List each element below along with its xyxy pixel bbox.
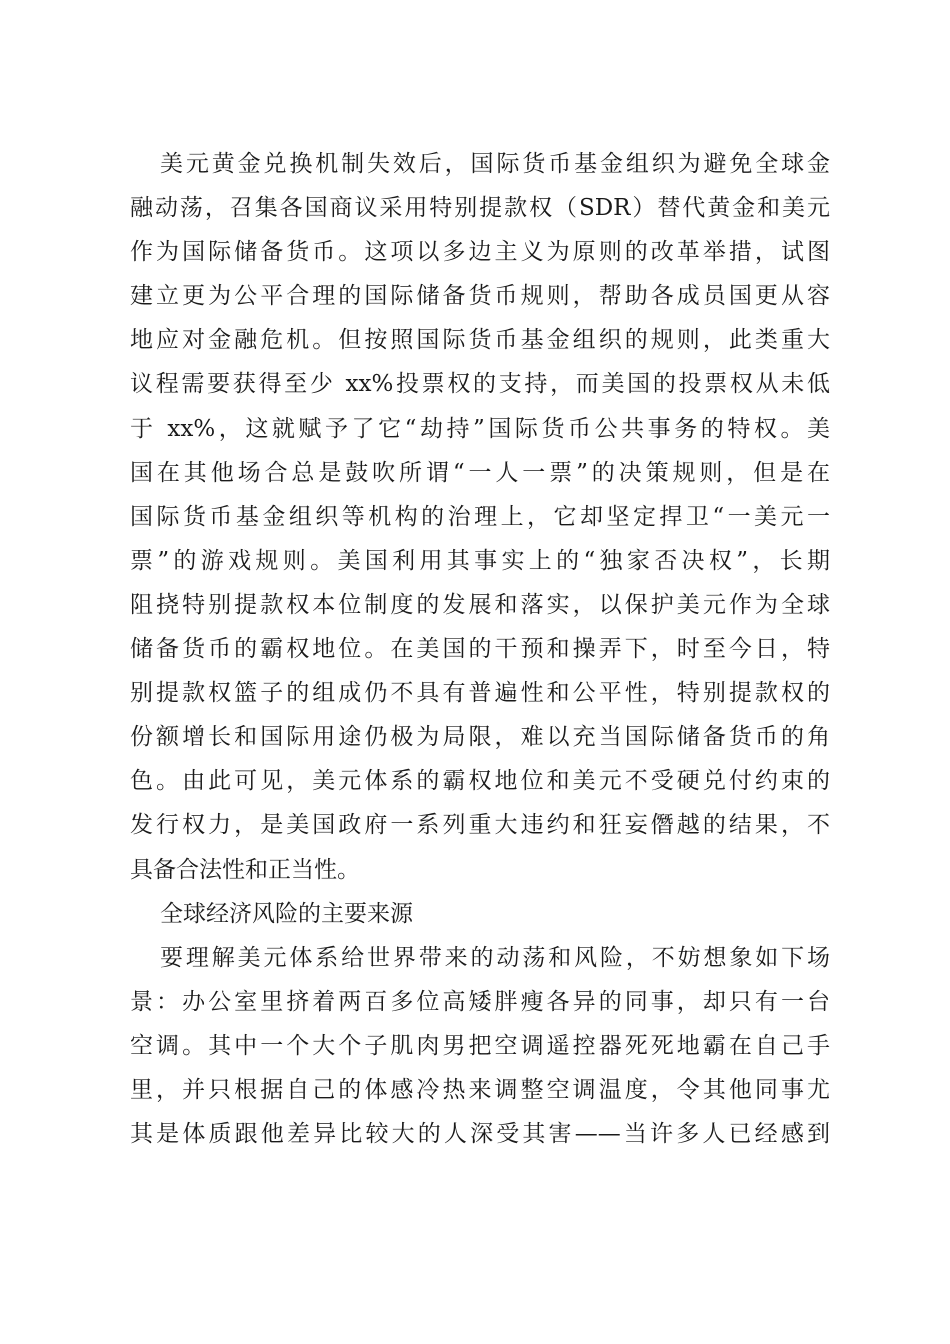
paragraph-line: 空调。其中一个大个子肌肉男把空调遥控器死死地霸在自己手: [130, 1032, 830, 1059]
paragraph-line: 议程需要获得至少 xx%投票权的支持，而美国的投票权从未低: [130, 371, 830, 398]
paragraph-line: 票”的游戏规则。美国利用其事实上的“独家否决权”，长期: [130, 547, 830, 574]
paragraph-line: 融动荡，召集各国商议采用特别提款权（SDR）替代黄金和美元: [130, 195, 830, 222]
document-body: [130, 142, 830, 1156]
paragraph-line: 里，并只根据自己的体感冷热来调整空调温度，令其他同事尤: [130, 1076, 830, 1103]
paragraph-line: 色。由此可见，美元体系的霸权地位和美元不受硬兑付约束的: [130, 768, 830, 795]
paragraph-line: 景：办公室里挤着两百多位高矮胖瘦各异的同事，却只有一台: [130, 988, 830, 1015]
paragraph-line: 阻挠特别提款权本位制度的发展和落实，以保护美元作为全球: [130, 591, 830, 618]
paragraph-line: 国在其他场合总是鼓吹所谓“一人一票”的决策规则，但是在: [130, 459, 830, 486]
paragraph-line: 要理解美元体系给世界带来的动荡和风险，不妨想象如下场: [160, 944, 830, 971]
paragraph-line: 于 xx%，这就赋予了它“劫持”国际货币公共事务的特权。美: [130, 415, 830, 442]
paragraph-line: 地应对金融危机。但按照国际货币基金组织的规则，此类重大: [130, 327, 830, 354]
paragraph-2: [130, 936, 830, 1156]
paragraph-line: 作为国际储备货币。这项以多边主义为原则的改革举措，试图: [130, 239, 830, 266]
paragraph-1: [130, 142, 830, 892]
paragraph-line: 别提款权篮子的组成仍不具有普遍性和公平性，特别提款权的: [130, 680, 830, 707]
paragraph-line: 储备货币的霸权地位。在美国的干预和操弄下，时至今日，特: [130, 636, 830, 663]
paragraph-line: 其是体质跟他差异比较大的人深受其害——当许多人已经感到: [130, 1121, 830, 1148]
paragraph-line: 国际货币基金组织等机构的治理上，它却坚定捍卫“一美元一: [130, 503, 830, 530]
paragraph-line: 份额增长和国际用途仍极为局限，难以充当国际储备货币的角: [130, 724, 830, 751]
paragraph-line: 具备合法性和正当性。: [130, 856, 360, 883]
paragraph-line: 发行权力，是美国政府一系列重大违约和狂妄僭越的结果，不: [130, 812, 830, 839]
section-heading: 全球经济风险的主要来源: [160, 900, 413, 927]
paragraph-line: 美元黄金兑换机制失效后，国际货币基金组织为避免全球金: [160, 151, 830, 177]
paragraph-line: 建立更为公平合理的国际储备货币规则，帮助各成员国更从容: [130, 283, 830, 310]
